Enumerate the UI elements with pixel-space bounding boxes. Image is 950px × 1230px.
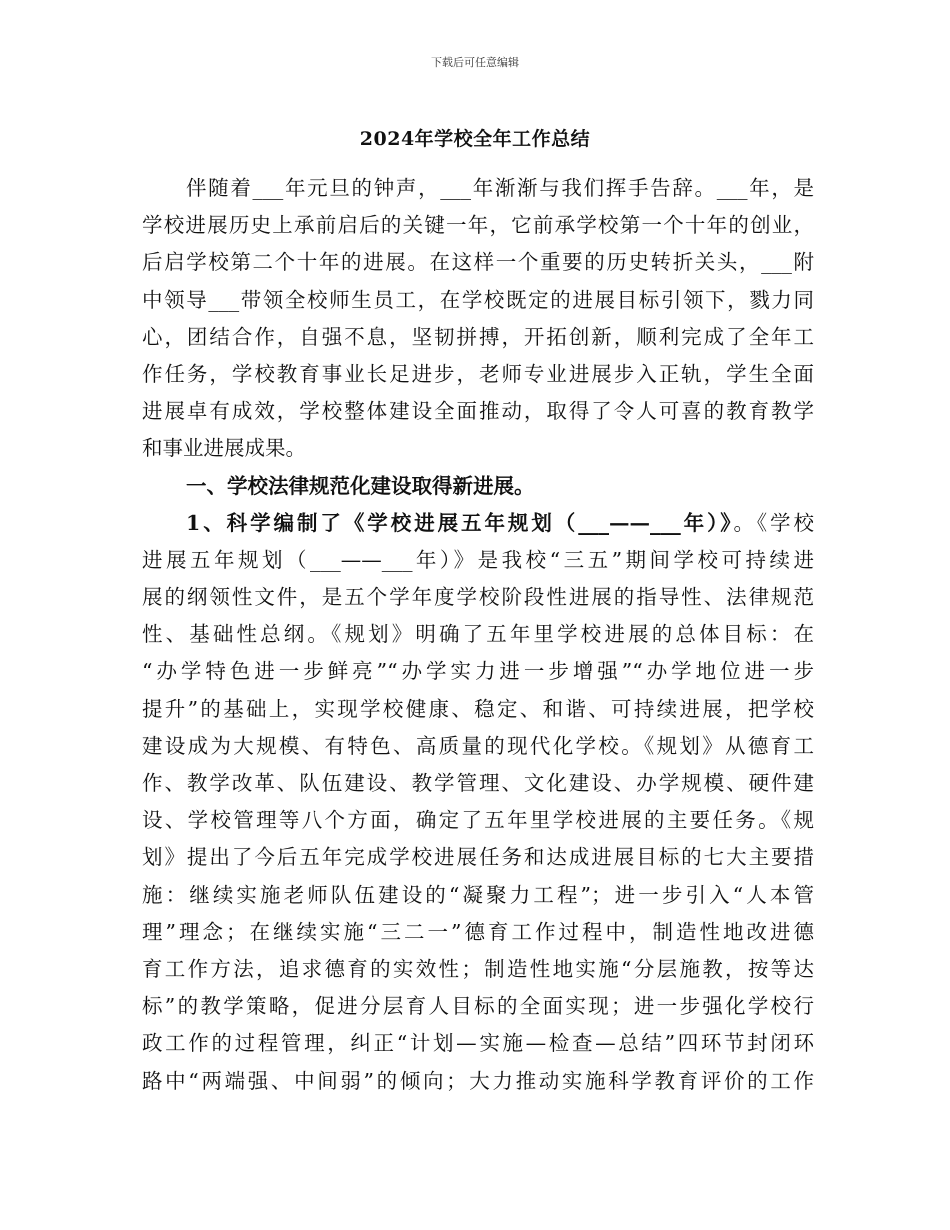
paragraph-line: 展的纲领性文件，是五个学年度学校阶段性进展的指导性、法律规范	[142, 585, 814, 610]
paragraph-line: 路中“两端强、中间弱”的倾向；大力推动实施科学教育评价的工作	[142, 1068, 814, 1093]
document-body	[142, 170, 814, 1100]
paragraph-line: 中领导___带领全校师生员工，在学校既定的进展目标引领下，戮力同	[142, 287, 814, 312]
paragraph-line: 政工作的过程管理，纠正“计划—实施—检查—总结”四环节封闭环	[142, 1031, 814, 1056]
paragraph-line: 性、基础性总纲。《规划》明确了五年里学校进展的总体目标：在	[142, 622, 814, 647]
item-heading: 1、科学编制了《学校进展五年规划（___——___年）》	[186, 510, 734, 535]
paragraph-line: 标”的教学策略，促进分层育人目标的全面实现；进一步强化学校行	[142, 994, 814, 1019]
paragraph-line: 提升”的基础上，实现学校健康、稳定、和谐、可持续进展，把学校	[142, 696, 814, 721]
paragraph-line: 施：继续实施老师队伍建设的“凝聚力工程”；进一步引入“人本管	[142, 882, 814, 907]
paragraph-line: 理”理念；在继续实施“三二一”德育工作过程中，制造性地改进德	[142, 919, 814, 944]
paragraph-line: 育工作方法，追求德育的实效性；制造性地实施“分层施教，按等达	[142, 956, 814, 981]
paragraph-line: 伴随着___年元旦的钟声，___年渐渐与我们挥手告辞。___年，是	[186, 176, 814, 200]
paragraph-line: 后启学校第二个十年的进展。在这样一个重要的历史转折关头，___附	[142, 250, 814, 275]
item-heading-rest: 。《学校	[733, 510, 814, 535]
paragraph-line: 和事业进展成果。	[142, 436, 306, 461]
document-title: 2024年学校全年工作总结	[359, 128, 591, 150]
page-header: 下载后可任意编辑	[431, 56, 519, 69]
item-heading-line	[142, 505, 814, 542]
paragraph-line: 设、学校管理等八个方面，确定了五年里学校进展的主要任务。《规	[142, 808, 814, 833]
paragraph-line: 建设成为大规模、有特色、高质量的现代化学校。《规划》从德育工	[142, 733, 814, 758]
paragraph-line: 学校进展历史上承前启后的关键一年，它前承学校第一个十年的创业，	[142, 213, 814, 238]
paragraph-line: 进展卓有成效，学校整体建设全面推动，取得了令人可喜的教育教学	[142, 399, 814, 424]
paragraph-line: 作任务，学校教育事业长足进步，老师专业进展步入正轨，学生全面	[142, 361, 814, 386]
paragraph-line: “办学特色进一步鲜亮”“办学实力进一步增强”“办学地位进一步	[142, 659, 814, 684]
section-heading: 一、学校法律规范化建设取得新进展。	[186, 473, 535, 498]
paragraph-line: 划》提出了今后五年完成学校进展任务和达成进展目标的七大主要措	[142, 845, 814, 870]
paragraph-line: 进展五年规划（___——___年）》是我校“三五”期间学校可持续进	[142, 547, 814, 572]
paragraph-line: 作、教学改革、队伍建设、教学管理、文化建设、办学规模、硬件建	[142, 771, 814, 795]
paragraph-line: 心，团结合作，自强不息，坚韧拼搏，开拓创新，顺利完成了全年工	[142, 324, 814, 349]
